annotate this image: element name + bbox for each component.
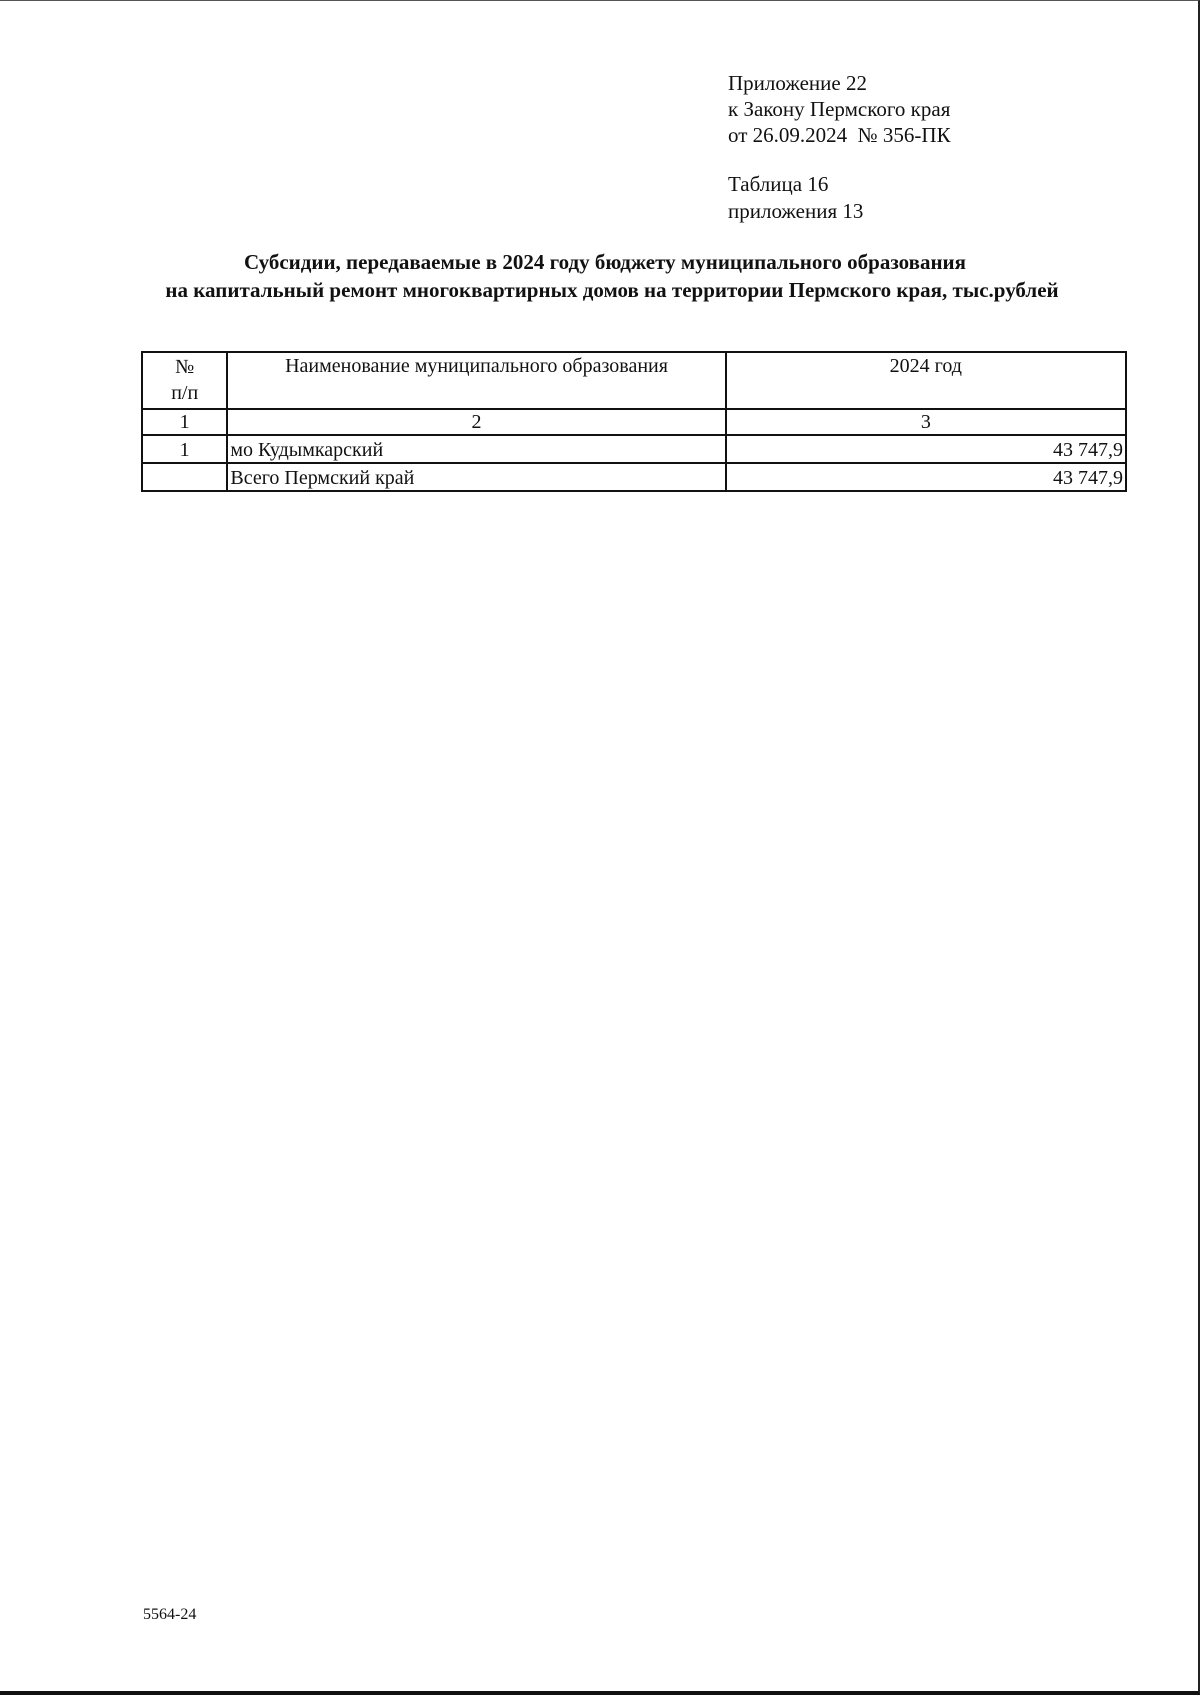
table-number: Таблица 16	[728, 172, 829, 196]
column-index: 3	[726, 409, 1126, 435]
table-header-row	[142, 352, 1126, 409]
row-amount: 43 747,9	[726, 435, 1126, 463]
row-amount: 43 747,9	[726, 463, 1126, 491]
header-number-abbr: п/п	[171, 382, 199, 404]
column-index: 2	[227, 409, 725, 435]
row-number: 1	[142, 435, 227, 463]
title-line-1: Субсидии, передаваемые в 2024 году бюджету муниципального образования	[243, 250, 967, 274]
table-reference	[728, 171, 863, 225]
document-title	[0, 248, 1200, 304]
column-index: 1	[142, 409, 227, 435]
row-municipality: Всего Пермский край	[227, 463, 725, 491]
appendix-number: Приложение 22	[728, 71, 867, 95]
title-line-2: на капитальный ремонт многоквартирных домов на территории Пермского края, тыс.рублей	[165, 278, 1059, 302]
column-index-row	[142, 409, 1126, 435]
table-total-row	[142, 463, 1126, 491]
header-number-symbol: №	[175, 356, 195, 378]
row-municipality: мо Кудымкарский	[227, 435, 725, 463]
document-code: 5564-24	[143, 1606, 197, 1623]
subsidy-table	[141, 351, 1127, 492]
table-appendix: приложения 13	[728, 199, 864, 223]
header-year: 2024 год	[726, 352, 1126, 409]
appendix-law: к Закону Пермского края	[728, 97, 951, 121]
appendix-header	[728, 70, 951, 148]
row-number	[142, 463, 227, 491]
table-row	[142, 435, 1126, 463]
appendix-date: от 26.09.2024 № 356-ПК	[728, 123, 951, 147]
header-municipality: Наименование муниципального образования	[227, 352, 725, 409]
header-number	[142, 352, 227, 409]
